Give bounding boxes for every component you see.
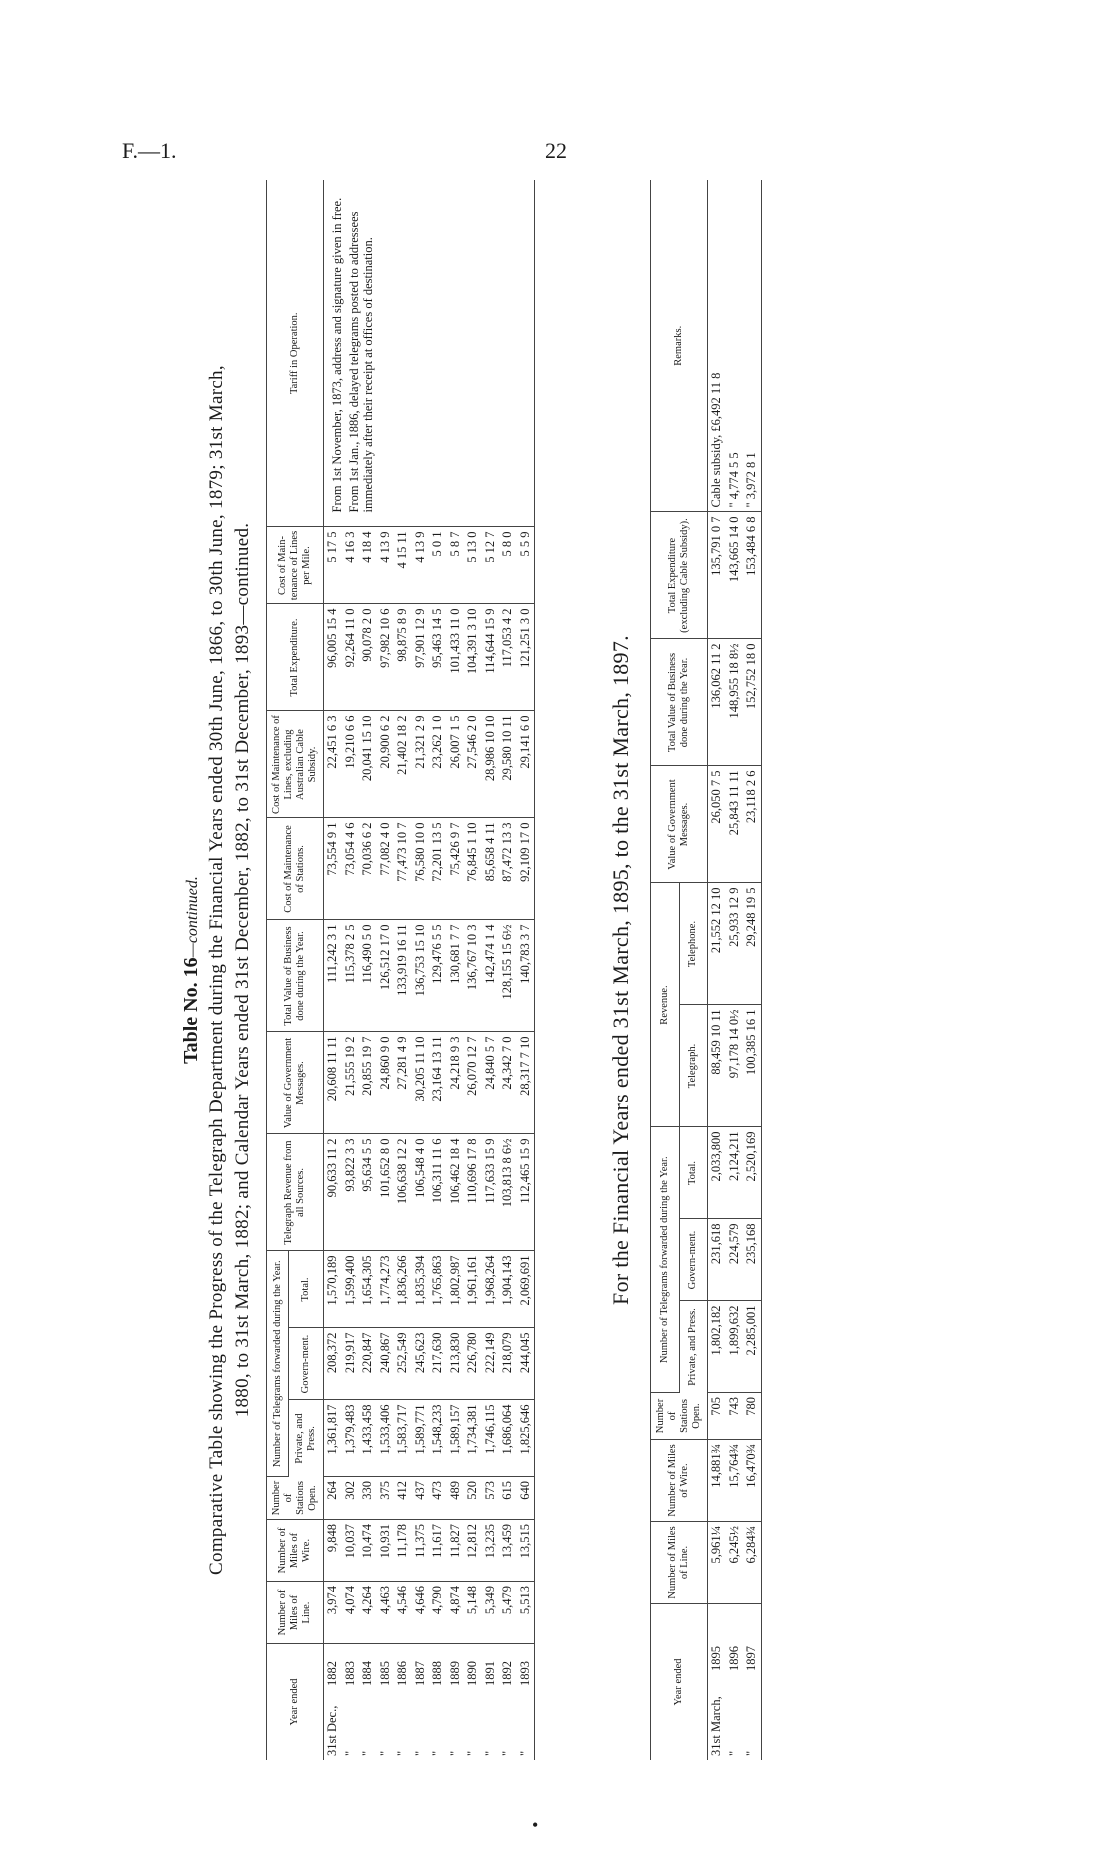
cell-cl: 29,141 6 0 xyxy=(517,711,535,818)
cell-cs: 77,082 4 0 xyxy=(377,818,395,920)
cell-mw: 10,474 xyxy=(359,1520,377,1582)
cell-gv: 213,830 xyxy=(447,1328,465,1400)
cell-tt: 1,835,394 xyxy=(412,1251,430,1328)
cell-gv: 220,847 xyxy=(359,1328,377,1400)
col-private-press: Private, and Press. xyxy=(289,1400,324,1477)
cell-rev: 90,633 11 2 xyxy=(324,1134,342,1251)
col-total-expenditure: Total Expenditure. xyxy=(267,604,324,711)
cell-gv: 219,917 xyxy=(342,1328,360,1400)
year-cell: "1891 xyxy=(482,1661,497,1756)
cell-pr: 1,548,233 xyxy=(429,1400,447,1477)
cell-cs: 72,201 13 5 xyxy=(429,818,447,920)
t2-col-government-messages: Value of Government Messages. xyxy=(651,766,708,883)
cell-rev: 106,548 4 0 xyxy=(412,1134,430,1251)
cell-pr: 1,802,182 xyxy=(708,1301,726,1393)
cell-exp: 153,484 6 8 xyxy=(743,512,761,639)
year-cell: "1892 xyxy=(500,1661,515,1756)
cell-cs: 77,473 10 7 xyxy=(394,818,412,920)
col-tariff: Tariff in Operation. xyxy=(267,180,324,527)
cell-cs: 76,580 10 0 xyxy=(412,818,430,920)
cell-cl: 23,262 1 0 xyxy=(429,711,447,818)
cell-gval: 23,164 13 11 xyxy=(429,1032,447,1134)
cell-exp: 114,644 15 9 xyxy=(482,604,500,711)
cell-st: 640 xyxy=(517,1477,535,1520)
cell-bus: 115,378 2 5 xyxy=(342,920,360,1032)
cell-mw: 10,037 xyxy=(342,1520,360,1582)
year-cell: 31st March,1895 xyxy=(709,1646,724,1756)
t2-col-business-value: Total Value of Business done during the Year. xyxy=(651,639,708,766)
cell-pr: 1,589,157 xyxy=(447,1400,465,1477)
cell-st: 489 xyxy=(447,1477,465,1520)
cell-mw: 15,764¾ xyxy=(726,1440,744,1522)
cell-cl: 27,546 2 0 xyxy=(464,711,482,818)
cell-st: 330 xyxy=(359,1477,377,1520)
cell-tp: 25,933 12 9 xyxy=(726,883,744,1005)
cell-cs: 85,658 4 11 xyxy=(482,818,500,920)
cell-pm: 5 13 0 xyxy=(464,527,482,604)
cell-st: 375 xyxy=(377,1477,395,1520)
cell-ml: 4,874 xyxy=(447,1582,465,1644)
comparative-table xyxy=(266,180,535,1760)
cell-bus: 142,474 1 4 xyxy=(482,920,500,1032)
t2-col-telephone: Telephone. xyxy=(679,883,708,1005)
cell-rev: 117,633 15 9 xyxy=(482,1134,500,1251)
cell-gv: 240,867 xyxy=(377,1328,395,1400)
cell-gv: 224,579 xyxy=(726,1219,744,1301)
t2-col-government: Govern-ment. xyxy=(679,1219,708,1301)
cell-bus: 136,062 11 2 xyxy=(708,639,726,766)
cell-ml: 4,074 xyxy=(342,1582,360,1644)
table-row xyxy=(708,180,726,1760)
cell-gval: 30,205 11 10 xyxy=(412,1032,430,1134)
t2-col-private-press: Private, and Press. xyxy=(679,1301,708,1393)
cell-rm: Cable subsidy, £6,492 11 8 xyxy=(708,180,726,512)
cell-tt: 1,802,987 xyxy=(447,1251,465,1328)
cell-bus: 111,242 3 1 xyxy=(324,920,342,1032)
cell-exp: 135,791 0 7 xyxy=(708,512,726,639)
col-business-value: Total Value of Business done during the Year. xyxy=(267,920,324,1032)
t2-col-miles-wire: Number of Miles of Wire. xyxy=(651,1440,708,1522)
cell-cs: 73,554 9 1 xyxy=(324,818,342,920)
cell-gv: 208,372 xyxy=(324,1328,342,1400)
cell-gval: 28,317 7 10 xyxy=(517,1032,535,1134)
cell-tt: 2,033,800 xyxy=(708,1127,726,1219)
t2-col-year-ended: Year ended xyxy=(651,1604,708,1761)
cell-gval: 24,840 5 7 xyxy=(482,1032,500,1134)
year-cell: "1884 xyxy=(360,1661,375,1756)
cell-tt: 1,904,143 xyxy=(499,1251,517,1328)
cell-pr: 1,533,406 xyxy=(377,1400,395,1477)
table1-description-line1: Comparative Table showing the Progress of the Telegraph Department during the Financial Years ended 30th June, 1866, to 30th June, 1879; 31st March, xyxy=(206,365,227,1575)
cell-pr: 1,734,381 xyxy=(464,1400,482,1477)
cell-gv: 217,630 xyxy=(429,1328,447,1400)
col-cost-per-mile: Cost of Main-tenance of Lines per Mile. xyxy=(267,527,324,604)
cell-cl: 22,451 6 3 xyxy=(324,711,342,818)
cell-gval: 24,860 9 0 xyxy=(377,1032,395,1134)
cell-gv: 226,780 xyxy=(464,1328,482,1400)
tariff-paragraph: From 1st November, 1873, address and signature given in free. xyxy=(330,197,345,513)
cell-rev: 106,462 18 4 xyxy=(447,1134,465,1251)
t2-col-miles-line: Number of Miles of Line. xyxy=(651,1522,708,1604)
t2-col-group-telegrams-forwarded: Number of Telegrams forwarded during the Year. xyxy=(651,1127,680,1393)
cell-ml: 6,245½ xyxy=(726,1522,744,1604)
cell-rev: 95,634 5 5 xyxy=(359,1134,377,1251)
tariff-paragraph: From 1st Jan., 1886, delayed telegrams posted to addressees immediately after their receipt at offices of destination. xyxy=(346,211,376,513)
cell-cl: 28,986 10 10 xyxy=(482,711,500,818)
col-maint-lines: Cost of Maintenance of Lines, excluding Australian Cable Subsidy. xyxy=(267,711,324,818)
cell-pm: 5 8 0 xyxy=(499,527,517,604)
cell-ml: 4,264 xyxy=(359,1582,377,1644)
cell-ml: 3,974 xyxy=(324,1582,342,1644)
cell-st: 520 xyxy=(464,1477,482,1520)
cell-tt: 1,774,273 xyxy=(377,1251,395,1328)
cell-ml: 5,513 xyxy=(517,1582,535,1644)
cell-bus: 129,476 5 5 xyxy=(429,920,447,1032)
cell-ml: 5,961¼ xyxy=(708,1522,726,1604)
cell-bus: 136,767 10 3 xyxy=(464,920,482,1032)
cell-st: 473 xyxy=(429,1477,447,1520)
year-cell: "1896 xyxy=(726,1646,741,1756)
cell-ml: 4,646 xyxy=(412,1582,430,1644)
cell-st: 412 xyxy=(394,1477,412,1520)
col-stations-open: Number of Stations Open. xyxy=(267,1477,324,1520)
cell-cl: 20,041 15 10 xyxy=(359,711,377,818)
cell-exp: 104,391 3 10 xyxy=(464,604,482,711)
year-cell: "1885 xyxy=(377,1661,392,1756)
col-year-ended: Year ended xyxy=(267,1644,324,1761)
cell-pm: 5 0 1 xyxy=(429,527,447,604)
cell-tp: 21,552 12 10 xyxy=(708,883,726,1005)
cell-exp: 92,264 11 0 xyxy=(342,604,360,711)
cell-st: 302 xyxy=(342,1477,360,1520)
cell-rev: 110,696 17 8 xyxy=(464,1134,482,1251)
cell-tg: 100,385 16 1 xyxy=(743,1005,761,1127)
cell-ml: 5,148 xyxy=(464,1582,482,1644)
year-cell: "1890 xyxy=(465,1661,480,1756)
cell-gv: 245,623 xyxy=(412,1328,430,1400)
cell-st: 264 xyxy=(324,1477,342,1520)
cell-gval: 27,281 4 9 xyxy=(394,1032,412,1134)
cell-cs: 70,036 6 2 xyxy=(359,818,377,920)
col-miles-wire: Number of Miles of Wire. xyxy=(267,1520,324,1582)
cell-tt: 1,968,264 xyxy=(482,1251,500,1328)
cell-pr: 1,589,771 xyxy=(412,1400,430,1477)
cell-bus: 130,681 7 7 xyxy=(447,920,465,1032)
cell-tg: 97,178 14 0½ xyxy=(726,1005,744,1127)
cell-cl: 26,007 1 5 xyxy=(447,711,465,818)
cell-mw: 16,470¾ xyxy=(743,1440,761,1522)
cell-cl: 21,321 2 9 xyxy=(412,711,430,818)
cell-exp: 97,982 10 6 xyxy=(377,604,395,711)
cell-bus: 136,753 15 10 xyxy=(412,920,430,1032)
cell-gval: 24,342 7 0 xyxy=(499,1032,517,1134)
cell-st: 705 xyxy=(708,1393,726,1440)
t2-col-total: Total. xyxy=(679,1127,708,1219)
cell-gval: 24,218 9 3 xyxy=(447,1032,465,1134)
cell-pm: 4 13 9 xyxy=(412,527,430,604)
cell-pr: 1,825,646 xyxy=(517,1400,535,1477)
cell-cs: 73,054 4 6 xyxy=(342,818,360,920)
cell-cs: 92,109 17 0 xyxy=(517,818,535,920)
cell-gval: 20,855 19 7 xyxy=(359,1032,377,1134)
cell-exp: 90,078 2 0 xyxy=(359,604,377,711)
cell-pm: 5 17 5 xyxy=(324,527,342,604)
cell-exp: 95,463 14 5 xyxy=(429,604,447,711)
cell-mw: 11,178 xyxy=(394,1520,412,1582)
cell-tg: 88,459 10 11 xyxy=(708,1005,726,1127)
cell-gv: 235,168 xyxy=(743,1219,761,1301)
cell-pm: 4 15 11 xyxy=(394,527,412,604)
cell-gv: 252,549 xyxy=(394,1328,412,1400)
cell-pr: 1,433,458 xyxy=(359,1400,377,1477)
cell-tt: 1,961,161 xyxy=(464,1251,482,1328)
cell-pr: 1,746,115 xyxy=(482,1400,500,1477)
col-government-messages: Value of Government Messages. xyxy=(267,1032,324,1134)
col-telegraph-revenue: Telegraph Revenue from all Sources. xyxy=(267,1134,324,1251)
cell-tt: 1,570,189 xyxy=(324,1251,342,1328)
cell-rm: " 4,774 5 5 xyxy=(726,180,744,512)
cell-bus: 152,752 18 0 xyxy=(743,639,761,766)
page-reference: F.—1. xyxy=(122,138,177,163)
cell-pm: 4 16 3 xyxy=(342,527,360,604)
cell-tp: 29,248 19 5 xyxy=(743,883,761,1005)
cell-mw: 11,617 xyxy=(429,1520,447,1582)
cell-mw: 13,235 xyxy=(482,1520,500,1582)
cell-ml: 5,479 xyxy=(499,1582,517,1644)
cell-exp: 96,005 15 4 xyxy=(324,604,342,711)
cell-cl: 21,402 18 2 xyxy=(394,711,412,818)
cell-gval: 25,843 11 11 xyxy=(726,766,744,883)
cell-rev: 106,638 12 2 xyxy=(394,1134,412,1251)
cell-bus: 148,955 18 8½ xyxy=(726,639,744,766)
cell-st: 743 xyxy=(726,1393,744,1440)
cell-cs: 76,845 1 10 xyxy=(464,818,482,920)
cell-gv: 231,618 xyxy=(708,1219,726,1301)
col-miles-line: Number of Miles of Line. xyxy=(267,1582,324,1644)
cell-mw: 11,827 xyxy=(447,1520,465,1582)
t2-col-remarks: Remarks. xyxy=(651,180,708,512)
t2-col-telegraph: Telegraph. xyxy=(679,1005,708,1127)
cell-tt: 1,599,400 xyxy=(342,1251,360,1328)
t2-col-total-expenditure: Total Expenditure (excluding Cable Subsidy). xyxy=(651,512,708,639)
table2-title: For the Financial Years ended 31st March, 1895, to the 31st March, 1897. xyxy=(608,635,633,1305)
cell-rev: 112,465 15 9 xyxy=(517,1134,535,1251)
year-cell: "1889 xyxy=(447,1661,462,1756)
year-cell: "1888 xyxy=(430,1661,445,1756)
cell-bus: 128,155 15 6½ xyxy=(499,920,517,1032)
cell-rev: 103,813 8 6½ xyxy=(499,1134,517,1251)
cell-exp: 98,875 8 9 xyxy=(394,604,412,711)
cell-ml: 4,790 xyxy=(429,1582,447,1644)
t2-col-group-revenue: Revenue. xyxy=(651,883,680,1127)
cell-gv: 222,149 xyxy=(482,1328,500,1400)
cell-pm: 4 13 9 xyxy=(377,527,395,604)
cell-gval: 23,118 2 6 xyxy=(743,766,761,883)
cell-mw: 13,459 xyxy=(499,1520,517,1582)
cell-gv: 218,079 xyxy=(499,1328,517,1400)
col-total: Total. xyxy=(289,1251,324,1328)
page-number: 22 xyxy=(545,138,567,163)
financial-years-table xyxy=(650,180,762,1760)
year-cell: 31st Dec.,1882 xyxy=(325,1661,340,1756)
cell-bus: 133,919 16 11 xyxy=(394,920,412,1032)
cell-mw: 11,375 xyxy=(412,1520,430,1582)
cell-gval: 20,608 11 11 xyxy=(324,1032,342,1134)
cell-mw: 14,881¾ xyxy=(708,1440,726,1522)
cell-tt: 1,765,863 xyxy=(429,1251,447,1328)
cell-tt: 2,124,211 xyxy=(726,1127,744,1219)
cell-pr: 1,686,064 xyxy=(499,1400,517,1477)
cell-tt: 2,069,691 xyxy=(517,1251,535,1328)
table1-description-line2: 1880, to 31st March, 1882; and Calendar Years ended 31st December, 1882, to 31st December, 1893—continued. xyxy=(232,522,253,1418)
t2-col-stations-open: Number of Stations Open. xyxy=(651,1393,708,1440)
cell-ml: 6,284¾ xyxy=(743,1522,761,1604)
cell-tt: 1,836,266 xyxy=(394,1251,412,1328)
col-government: Govern-ment. xyxy=(289,1328,324,1400)
cell-pr: 1,899,632 xyxy=(726,1301,744,1393)
cell-pm: 4 18 4 xyxy=(359,527,377,604)
table1-label: Table No. 16—continued. xyxy=(180,876,202,1064)
cell-bus: 126,512 17 0 xyxy=(377,920,395,1032)
tariff-cell xyxy=(324,180,535,527)
cell-rev: 101,652 8 0 xyxy=(377,1134,395,1251)
cell-cl: 19,210 6 6 xyxy=(342,711,360,818)
cell-gval: 26,070 12 7 xyxy=(464,1032,482,1134)
cell-exp: 117,053 4 2 xyxy=(499,604,517,711)
cell-mw: 13,515 xyxy=(517,1520,535,1582)
cell-ml: 4,546 xyxy=(394,1582,412,1644)
cell-st: 437 xyxy=(412,1477,430,1520)
cell-exp: 101,433 11 0 xyxy=(447,604,465,711)
cell-cs: 87,472 13 3 xyxy=(499,818,517,920)
cell-mw: 10,931 xyxy=(377,1520,395,1582)
cell-mw: 12,812 xyxy=(464,1520,482,1582)
cell-ml: 4,463 xyxy=(377,1582,395,1644)
year-cell: "1897 xyxy=(744,1646,759,1756)
cell-exp: 143,665 14 0 xyxy=(726,512,744,639)
margin-dot: • xyxy=(532,1815,539,1835)
table-row xyxy=(324,180,342,1760)
cell-pr: 1,583,717 xyxy=(394,1400,412,1477)
cell-mw: 9,848 xyxy=(324,1520,342,1582)
cell-pm: 5 12 7 xyxy=(482,527,500,604)
year-cell: "1887 xyxy=(412,1661,427,1756)
cell-pm: 5 5 9 xyxy=(517,527,535,604)
cell-exp: 121,251 3 0 xyxy=(517,604,535,711)
cell-cs: 75,426 9 7 xyxy=(447,818,465,920)
cell-bus: 140,783 3 7 xyxy=(517,920,535,1032)
table-row xyxy=(743,180,761,1760)
cell-st: 780 xyxy=(743,1393,761,1440)
cell-cl: 20,900 6 2 xyxy=(377,711,395,818)
cell-rev: 93,822 3 3 xyxy=(342,1134,360,1251)
year-cell: "1893 xyxy=(517,1661,532,1756)
col-maint-stations: Cost of Maintenance of Stations. xyxy=(267,818,324,920)
cell-pm: 5 8 7 xyxy=(447,527,465,604)
cell-pr: 1,379,483 xyxy=(342,1400,360,1477)
cell-st: 573 xyxy=(482,1477,500,1520)
cell-gv: 244,045 xyxy=(517,1328,535,1400)
year-cell: "1883 xyxy=(342,1661,357,1756)
cell-tt: 1,654,305 xyxy=(359,1251,377,1328)
cell-pr: 2,285,001 xyxy=(743,1301,761,1393)
cell-gval: 21,555 19 2 xyxy=(342,1032,360,1134)
cell-pr: 1,361,817 xyxy=(324,1400,342,1477)
cell-st: 615 xyxy=(499,1477,517,1520)
table-row xyxy=(726,180,744,1760)
cell-rm: " 3,972 8 1 xyxy=(743,180,761,512)
col-group-telegrams-forwarded: Number of Telegrams forwarded during the Year. xyxy=(267,1251,289,1477)
rotated-content xyxy=(180,170,940,1770)
cell-bus: 116,490 5 0 xyxy=(359,920,377,1032)
cell-cl: 29,580 10 11 xyxy=(499,711,517,818)
year-cell: "1886 xyxy=(395,1661,410,1756)
cell-exp: 97,901 12 9 xyxy=(412,604,430,711)
cell-rev: 106,311 11 6 xyxy=(429,1134,447,1251)
cell-ml: 5,349 xyxy=(482,1582,500,1644)
cell-gval: 26,050 7 5 xyxy=(708,766,726,883)
cell-tt: 2,520,169 xyxy=(743,1127,761,1219)
